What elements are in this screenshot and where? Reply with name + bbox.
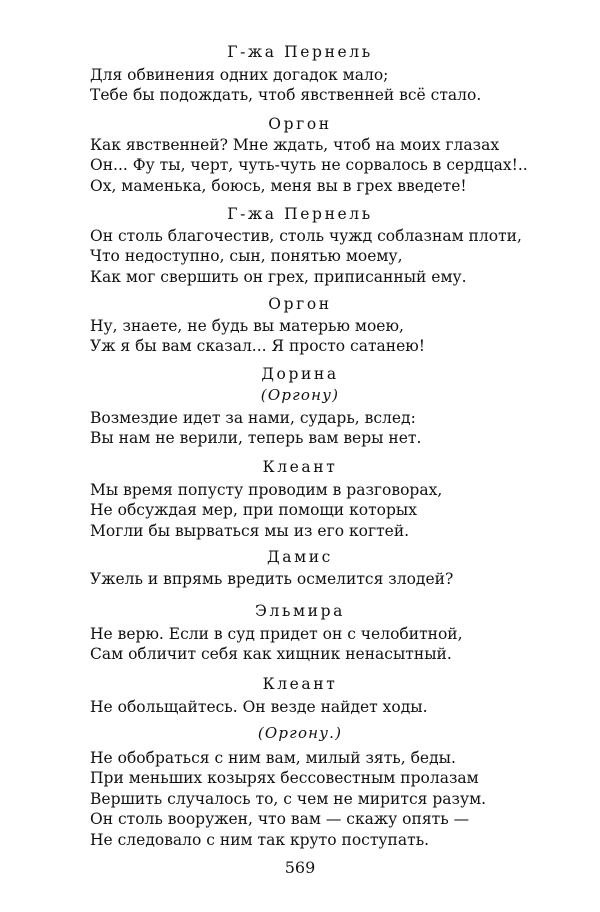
- verse-line: Ох, маменька, боюсь, меня вы в грех введете!: [90, 176, 467, 195]
- verse-line: Не следовало с ним так круто поступать.: [90, 830, 430, 849]
- speaker-name: Оргон: [268, 295, 332, 313]
- verse-stanza: [90, 316, 560, 357]
- verse-line: Не обобраться с ним вам, милый зять, беды.: [90, 749, 456, 767]
- verse-stanza: [90, 697, 560, 717]
- verse-stanza: [90, 569, 560, 589]
- verse-line: Не обсуждая мер, при помощи которых: [90, 501, 417, 520]
- verse-line: Вершить случалось то, с чем не мирится разум.: [90, 789, 487, 808]
- verse-stanza: [90, 624, 560, 665]
- verse-line: Вы нам не верили, теперь вам веры нет.: [90, 429, 422, 448]
- verse-line: Тебе бы подождать, чтоб явственней всё стало.: [90, 86, 482, 105]
- verse-line: Могли бы вырваться мы из его когтей.: [90, 521, 410, 540]
- verse-line: Сам обличит себя как хищник ненасытный.: [90, 645, 452, 664]
- verse-line: Как мог свершить он грех, приписанный ему.: [90, 267, 467, 286]
- speaker-name: Дорина: [261, 365, 339, 383]
- speaker-name: Эльмира: [255, 602, 345, 620]
- verse-line: Возмездие идет за нами, сударь, вслед:: [90, 409, 416, 427]
- verse-line: Что недоступно, сын, понятью моему,: [90, 247, 403, 266]
- verse-line: Ну, знаете, не будь вы матерью моею,: [90, 317, 404, 335]
- verse-stanza: [90, 135, 560, 196]
- verse-line: При меньших козырях бессовестным пролазам: [90, 769, 479, 788]
- speaker-name: Оргон: [268, 115, 332, 133]
- page-number: 569: [284, 858, 316, 877]
- verse-line: Для обвинения одних догадок мало;: [90, 66, 389, 84]
- verse-stanza: [90, 408, 560, 449]
- verse-line: Как явственней? Мне ждать, чтоб на моих глазах: [90, 136, 500, 154]
- verse-line: Мы время попусту проводим в разговорах,: [90, 481, 443, 499]
- verse-stanza: [90, 480, 560, 541]
- speaker-name: Клеант: [262, 675, 338, 693]
- verse-line: Он столь вооружен, что вам — скажу опять —: [90, 810, 470, 829]
- verse-line: Уж я бы вам сказал... Я просто сатанею!: [90, 337, 426, 356]
- verse-stanza: [90, 748, 560, 850]
- speaker-name: Г-жа Пернель: [227, 43, 373, 61]
- stage-direction: (Оргону.): [257, 724, 343, 742]
- verse-line: Не верю. Если в суд придет он с челобитной,: [90, 625, 463, 643]
- verse-line: Он столь благочестив, столь чужд соблазнам плоти,: [90, 227, 522, 245]
- verse-line: Он... Фу ты, черт, чуть-чуть не сорвалось в сердцах!..: [90, 156, 528, 175]
- verse-stanza: [90, 65, 560, 106]
- speaker-name: Г-жа Пернель: [227, 205, 373, 223]
- stage-direction: (Оргону): [260, 386, 340, 404]
- verse-line: Ужель и впрямь вредить осмелится злодей?: [90, 570, 454, 588]
- verse-stanza: [90, 226, 560, 287]
- speaker-name: Дамис: [267, 548, 333, 566]
- verse-line: Не обольщайтесь. Он везде найдет ходы.: [90, 698, 428, 716]
- speaker-name: Клеант: [262, 458, 338, 476]
